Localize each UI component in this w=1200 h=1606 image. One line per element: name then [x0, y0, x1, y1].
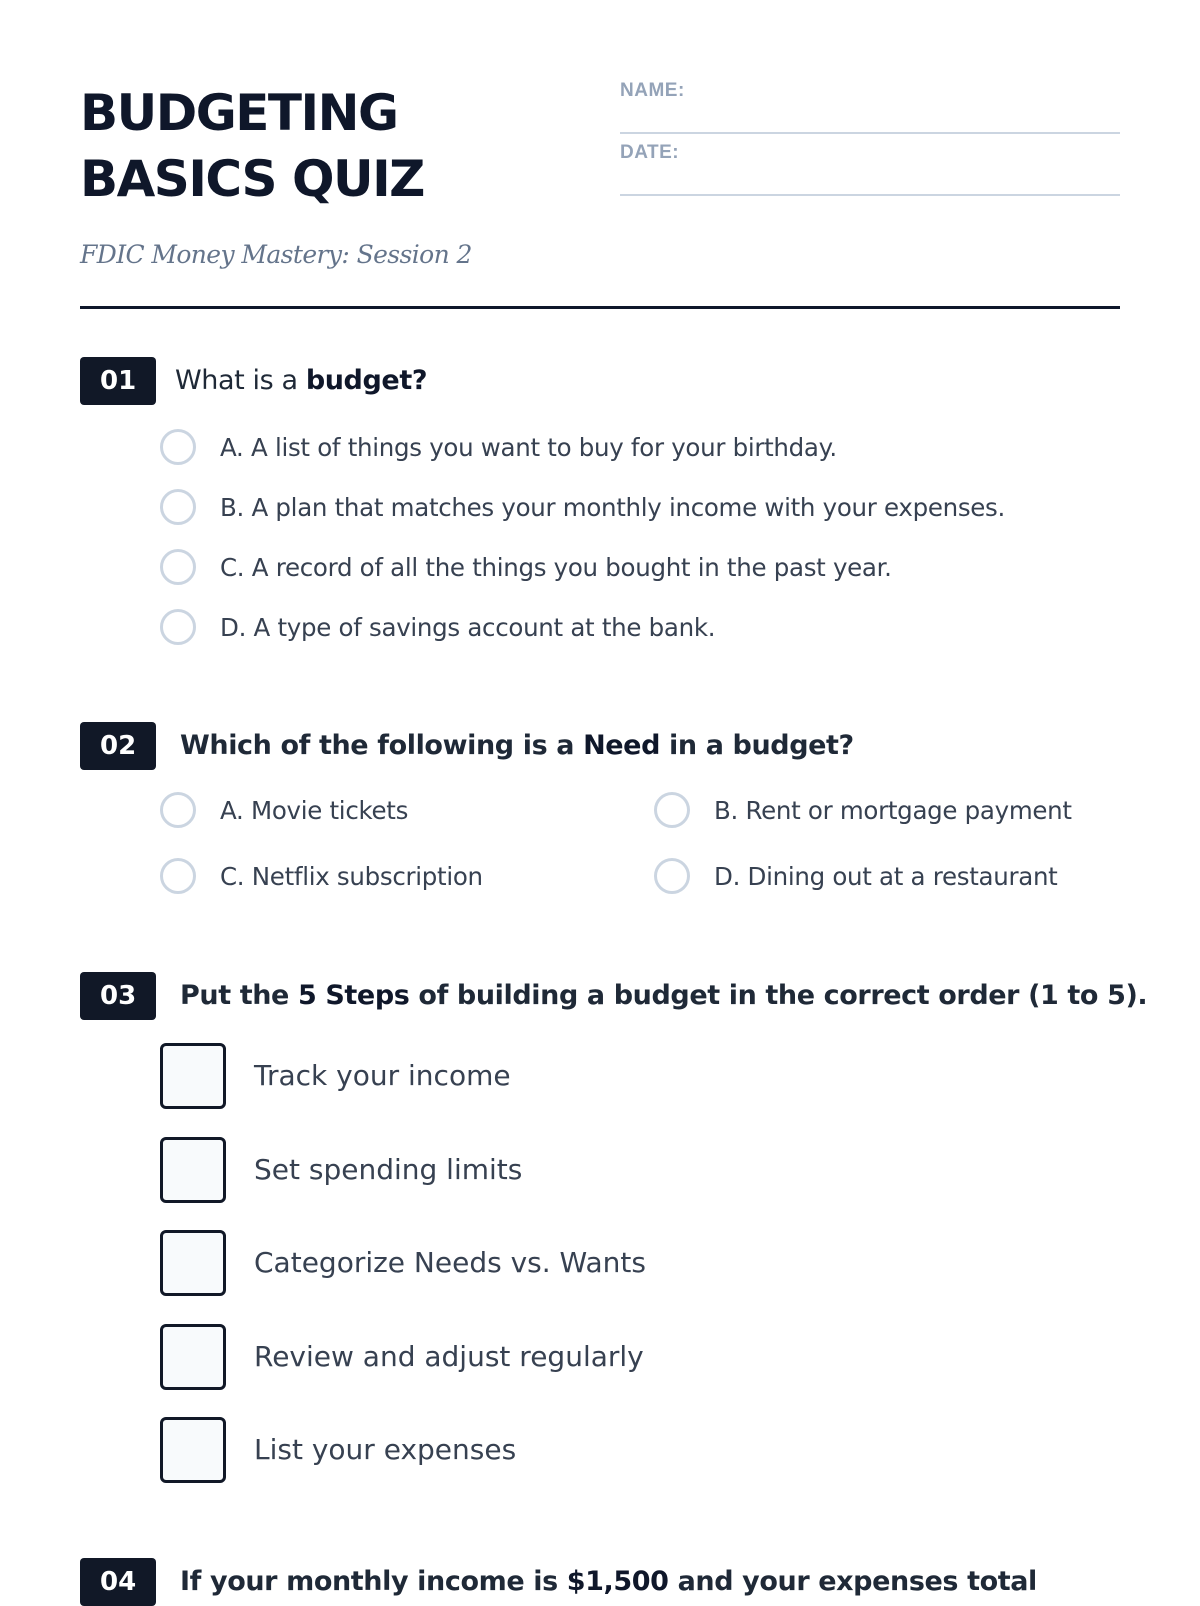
question-text-strong: Which of the following is a: [180, 730, 584, 761]
title-block: [80, 80, 600, 212]
question-3: [80, 972, 1148, 1020]
radio-button[interactable]: [160, 549, 196, 585]
radio-button[interactable]: [160, 429, 196, 465]
radio-button[interactable]: [160, 489, 196, 525]
question-text: [175, 357, 427, 405]
title-line-1: BUDGETING: [80, 84, 398, 142]
radio-button[interactable]: [160, 858, 196, 894]
name-field[interactable]: [620, 80, 1120, 134]
order-item-label: Review and adjust regularly: [254, 1340, 644, 1373]
order-item: [160, 1417, 1060, 1483]
question-4: [80, 1558, 1120, 1606]
order-item-label: Track your income: [254, 1059, 511, 1092]
radio-button[interactable]: [654, 858, 690, 894]
option-label: C. Netflix subscription: [220, 862, 483, 891]
order-number-box[interactable]: [160, 1137, 226, 1203]
question-text-strong: and your expenses total: [668, 1566, 1037, 1597]
question-1: [80, 357, 1120, 642]
question-text-strong: of building a budget in the correct order (1 to 5).: [409, 980, 1148, 1011]
order-item: [160, 1324, 1060, 1390]
question-text: [180, 1558, 1037, 1606]
question-number-badge: 03: [80, 972, 156, 1020]
question-3-header: [80, 972, 1148, 1020]
question-1-header: [80, 357, 1120, 405]
question-text-bold: Need: [583, 730, 661, 761]
question-text-bold: 5 Steps: [297, 980, 410, 1011]
quiz-page: [80, 0, 1148, 1600]
order-item-label: Categorize Needs vs. Wants: [254, 1246, 646, 1279]
question-text-strong: in a budget?: [660, 730, 854, 761]
question-number-badge: 02: [80, 722, 156, 770]
question-number-badge: 04: [80, 1558, 156, 1606]
radio-button[interactable]: [160, 792, 196, 828]
question-2: [80, 722, 1120, 891]
question-2-header: [80, 722, 1120, 770]
question-text-bold: budget?: [305, 365, 428, 396]
title-line-2: BASICS QUIZ: [80, 150, 424, 208]
question-text-bold: $1,500: [566, 1566, 669, 1597]
question-text: [180, 722, 854, 770]
order-item-label: List your expenses: [254, 1433, 517, 1466]
order-item: [160, 1137, 1060, 1203]
header-divider: [80, 306, 1120, 309]
order-number-box[interactable]: [160, 1230, 226, 1296]
order-item-label: Set spending limits: [254, 1153, 523, 1186]
name-label: NAME:: [620, 80, 685, 101]
order-item: [160, 1230, 1060, 1296]
page-subtitle: FDIC Money Mastery: Session 2: [80, 240, 472, 269]
question-4-header: [80, 1558, 1120, 1606]
option-label: D. A type of savings account at the bank.: [220, 613, 716, 642]
option-label: B. A plan that matches your monthly income with your expenses.: [220, 493, 1006, 522]
order-number-box[interactable]: [160, 1043, 226, 1109]
question-text: [180, 972, 1147, 1020]
option-label: C. A record of all the things you bought in the past year.: [220, 553, 892, 582]
question-text-strong: Put the: [180, 980, 298, 1011]
question-text-plain: What is a: [175, 365, 306, 396]
option-label: A. A list of things you want to buy for your birthday.: [220, 433, 837, 462]
order-item: [160, 1043, 1060, 1109]
date-label: DATE:: [620, 142, 680, 163]
page-title: [80, 80, 600, 212]
student-fields: [620, 80, 1120, 196]
order-number-box[interactable]: [160, 1417, 226, 1483]
option-label: A. Movie tickets: [220, 796, 409, 825]
date-field[interactable]: [620, 142, 1120, 196]
option-label: B. Rent or mortgage payment: [714, 796, 1072, 825]
radio-button[interactable]: [160, 609, 196, 645]
option-label: D. Dining out at a restaurant: [714, 862, 1058, 891]
question-text-strong: If your monthly income is: [180, 1566, 567, 1597]
radio-button[interactable]: [654, 792, 690, 828]
order-number-box[interactable]: [160, 1324, 226, 1390]
quiz-header: [80, 80, 1120, 310]
question-number-badge: 01: [80, 357, 156, 405]
